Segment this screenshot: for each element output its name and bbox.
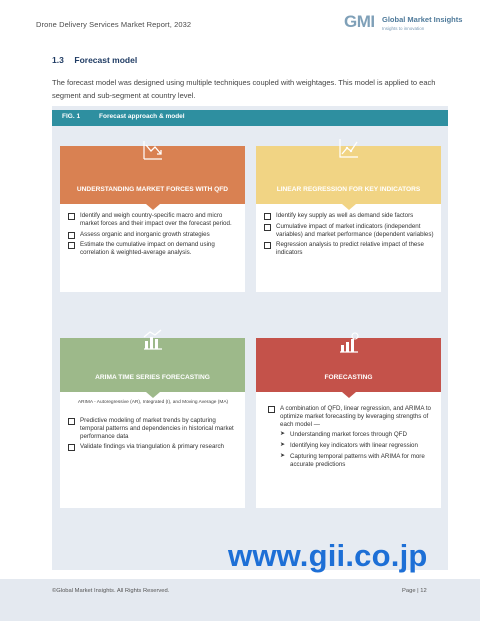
list-item: Predictive modeling of market trends by capturing temporal patterns and dependencies in historical market performance data xyxy=(68,417,240,440)
card-forecasting-title: FORECASTING xyxy=(324,373,373,381)
list-item: Assess organic and inorganic growth strategies xyxy=(68,231,240,239)
figure-number: FIG. 1 xyxy=(62,113,81,120)
sub-list-item: ➤ Capturing temporal patterns with ARIMA for more accurate predictions xyxy=(280,452,425,468)
arrow-right-icon: ➤ xyxy=(280,431,286,438)
card-linear-regression-body xyxy=(264,212,436,260)
report-title: Drone Delivery Services Market Report, 2032 xyxy=(36,20,192,29)
page-footer xyxy=(0,579,480,621)
card-arima-note: ARIMA - Autoregressive (AR), Integrated (I), and Moving Average (MA) xyxy=(77,400,229,405)
company-logo xyxy=(344,12,463,36)
card-arima-title: ARIMA TIME SERIES FORECASTING xyxy=(95,373,210,381)
list-item: Regression analysis to predict relative impact of these indicators xyxy=(264,241,436,257)
arrow-right-icon: ➤ xyxy=(280,452,286,459)
card-linear-regression-title: LINEAR REGRESSION FOR KEY INDICATORS xyxy=(276,185,421,193)
page-number: Page | 12 xyxy=(402,588,427,594)
list-item: Cumulative impact of market indicators (independent variables) and market performance (dependent variables) xyxy=(264,223,436,239)
card-arima-notch xyxy=(146,392,160,398)
card-qfd-title: UNDERSTANDING MARKET FORCES WITH QFD xyxy=(76,185,229,193)
card-forecasting-body xyxy=(268,405,436,472)
card-qfd-notch xyxy=(146,204,160,210)
arrow-right-icon: ➤ xyxy=(280,442,286,449)
list-item: A combination of QFD, linear regression, and ARIMA to optimize market forecasting by leveraging strengths of each model — ➤ Understanding market forces through QFD ➤ Identifying key indicators with linear regression ➤ Capturing temporal patterns with ARIMA for more accurate predictions xyxy=(268,405,436,469)
card-linear-regression-notch xyxy=(342,204,356,210)
figure-title: Forecast approach & model xyxy=(99,113,185,120)
section-title: Forecast model xyxy=(74,55,138,65)
sub-list-item: ➤ Identifying key indicators with linear regression xyxy=(280,442,418,450)
card-arima-body xyxy=(68,417,240,454)
intro-paragraph: The forecast model was designed using multiple techniques coupled with weightages. This model is applied to each segment and sub-segment at country level. xyxy=(52,78,436,100)
bar-trend-icon xyxy=(140,327,166,353)
growth-chart-icon xyxy=(336,330,362,356)
section-heading xyxy=(52,55,137,65)
list-item: Validate findings via triangulation & primary research xyxy=(68,443,240,451)
section-number: 1.3 xyxy=(52,55,64,65)
line-chart-icon xyxy=(336,135,362,161)
logo-mark: GMI xyxy=(344,12,375,31)
card-forecasting-notch xyxy=(342,392,356,398)
watermark: www.gii.co.jp xyxy=(228,538,428,573)
logo-name: Global Market Insights xyxy=(382,15,463,24)
list-item: Estimate the cumulative impact on demand using correlation & weighted-average analysis. xyxy=(68,241,240,257)
chart-down-icon xyxy=(140,137,166,163)
sub-list-item: ➤ Understanding market forces through QFD xyxy=(280,431,407,439)
list-item: Identify key supply as well as demand side factors xyxy=(264,212,436,220)
list-item: Identify and weigh country-specific macro and micro market forces and their impact over the forecast period. xyxy=(68,212,240,228)
copyright-text: ©Global Market Insights. All Rights Reserved. xyxy=(52,588,170,594)
card-qfd-body xyxy=(68,212,240,260)
logo-tagline: Insights to innovation xyxy=(382,26,425,31)
